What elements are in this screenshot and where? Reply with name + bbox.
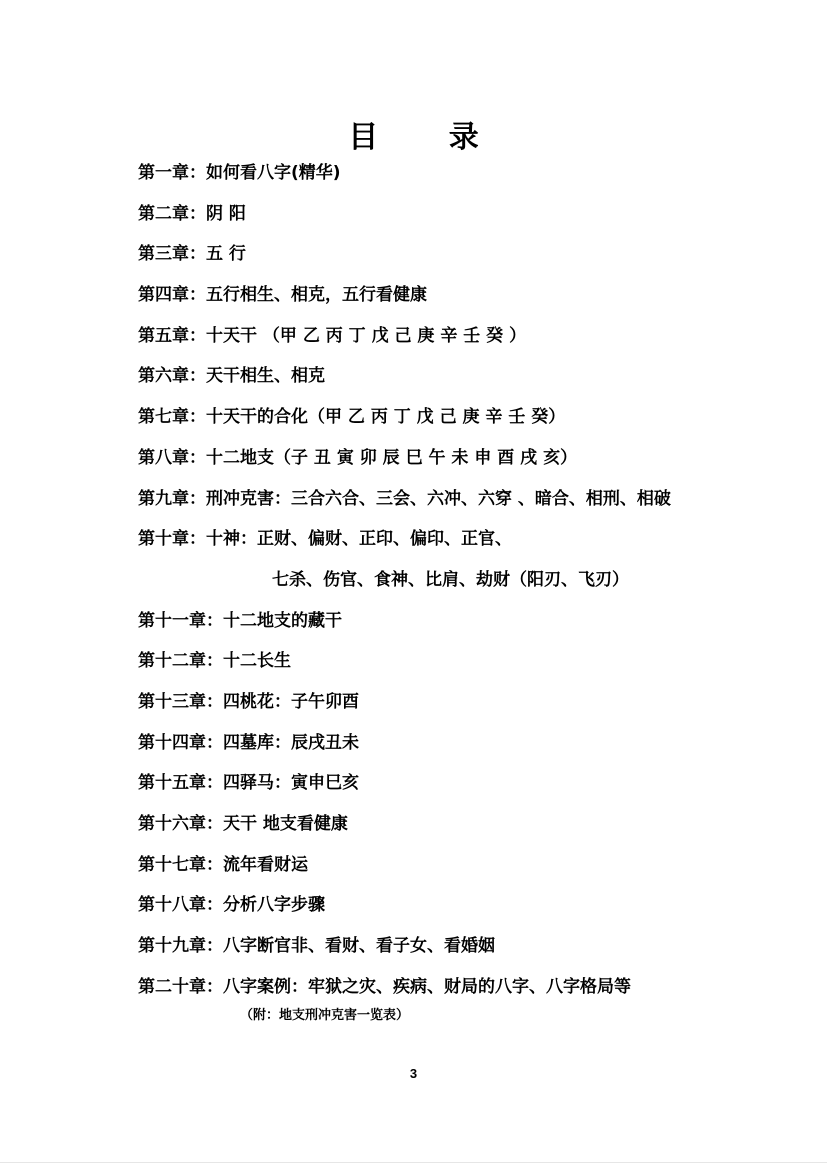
chapter-label: 第十七章： <box>138 854 223 875</box>
toc-entry <box>138 608 778 649</box>
chapter-title: 五行相生、相克，五行看健康 <box>206 285 427 306</box>
toc-entry <box>138 770 778 811</box>
page-bottom-edge <box>0 1162 827 1163</box>
chapter-title: 如何看八字(精华) <box>206 163 341 183</box>
toc-entry <box>138 323 778 364</box>
toc-entry <box>138 648 778 689</box>
chapter-title: 八字案例：牢狱之灾、疾病、财局的八字、八字格局等 <box>223 976 631 997</box>
toc-entry <box>138 486 778 527</box>
toc-entry <box>138 892 778 933</box>
chapter-title: 天干 地支看健康 <box>223 814 348 834</box>
page-title: 目 录 <box>348 120 509 155</box>
toc-entry <box>138 404 778 445</box>
chapter-label: 第十八章： <box>138 895 223 916</box>
chapter-label: 第十章： <box>138 529 206 550</box>
toc-entry <box>138 974 778 1015</box>
table-of-contents <box>138 160 778 1014</box>
chapter-title: 十天干的合化（甲 乙 丙 丁 戊 己 庚 辛 壬 癸） <box>206 407 566 428</box>
chapter-label: 第十五章： <box>138 773 223 794</box>
toc-entry <box>138 445 778 486</box>
chapter-label: 第二十章： <box>138 976 223 997</box>
chapter-label: 第五章： <box>138 325 206 346</box>
chapter-title: 十神：正财、偏财、正印、偏印、正官、 <box>206 529 512 550</box>
chapter-title: 八字断官非、看财、看子女、看婚姻 <box>223 936 495 957</box>
chapter-label: 第十四章： <box>138 732 223 753</box>
chapter-title: 天干相生、相克 <box>206 366 325 387</box>
chapter-label: 第九章： <box>138 488 206 509</box>
chapter-label: 第四章： <box>138 285 206 306</box>
toc-entry <box>138 241 778 282</box>
chapter-title: 刑冲克害：三合六合、三会、六冲、六穿 、暗合、相刑、相破 <box>206 488 671 509</box>
chapter-title: 分析八字步骤 <box>223 895 325 916</box>
toc-entry <box>138 201 778 242</box>
chapter-label: 第十二章： <box>138 651 223 672</box>
chapter-title: 四墓库：辰戌丑未 <box>223 732 359 753</box>
chapter-label: 第十三章： <box>138 691 223 712</box>
toc-entry <box>138 730 778 771</box>
toc-entry <box>138 282 778 323</box>
appendix-note: （附：地支刑冲克害一览表） <box>240 1008 410 1023</box>
toc-entry <box>138 363 778 404</box>
chapter-title: 七杀、伤官、食神、比肩、劫财（阳刃、飞刃） <box>272 569 629 590</box>
toc-entry <box>138 160 778 201</box>
toc-entry <box>138 933 778 974</box>
chapter-label: 第二章： <box>138 203 206 224</box>
chapter-label: 第三章： <box>138 244 206 265</box>
chapter-title: 四桃花：子午卯酉 <box>223 691 359 712</box>
chapter-title: 十二地支（子 丑 寅 卯 辰 巳 午 未 申 酉 戌 亥） <box>206 447 578 468</box>
chapter-title: 十天干 （甲 乙 丙 丁 戊 己 庚 辛 壬 癸 ） <box>206 325 527 346</box>
toc-entry <box>138 526 778 567</box>
chapter-label: 第八章： <box>138 447 206 468</box>
chapter-label: 第十一章： <box>138 610 223 631</box>
chapter-label: 第十六章： <box>138 814 223 834</box>
chapter-title: 阴 阳 <box>206 203 246 224</box>
chapter-label: 第六章： <box>138 366 206 387</box>
toc-entry-continuation <box>138 567 778 608</box>
page-number: 3 <box>409 1066 418 1081</box>
toc-entry <box>138 689 778 730</box>
chapter-label: 第一章： <box>138 163 206 183</box>
chapter-title: 五 行 <box>206 244 246 265</box>
chapter-title: 流年看财运 <box>223 854 308 875</box>
chapter-title: 十二长生 <box>223 651 291 672</box>
chapter-label: 第七章： <box>138 407 206 428</box>
toc-entry <box>138 852 778 893</box>
chapter-title: 十二地支的藏干 <box>223 610 342 631</box>
chapter-title: 四驿马：寅申巳亥 <box>223 773 359 794</box>
chapter-label: 第十九章： <box>138 936 223 957</box>
toc-entry <box>138 811 778 852</box>
